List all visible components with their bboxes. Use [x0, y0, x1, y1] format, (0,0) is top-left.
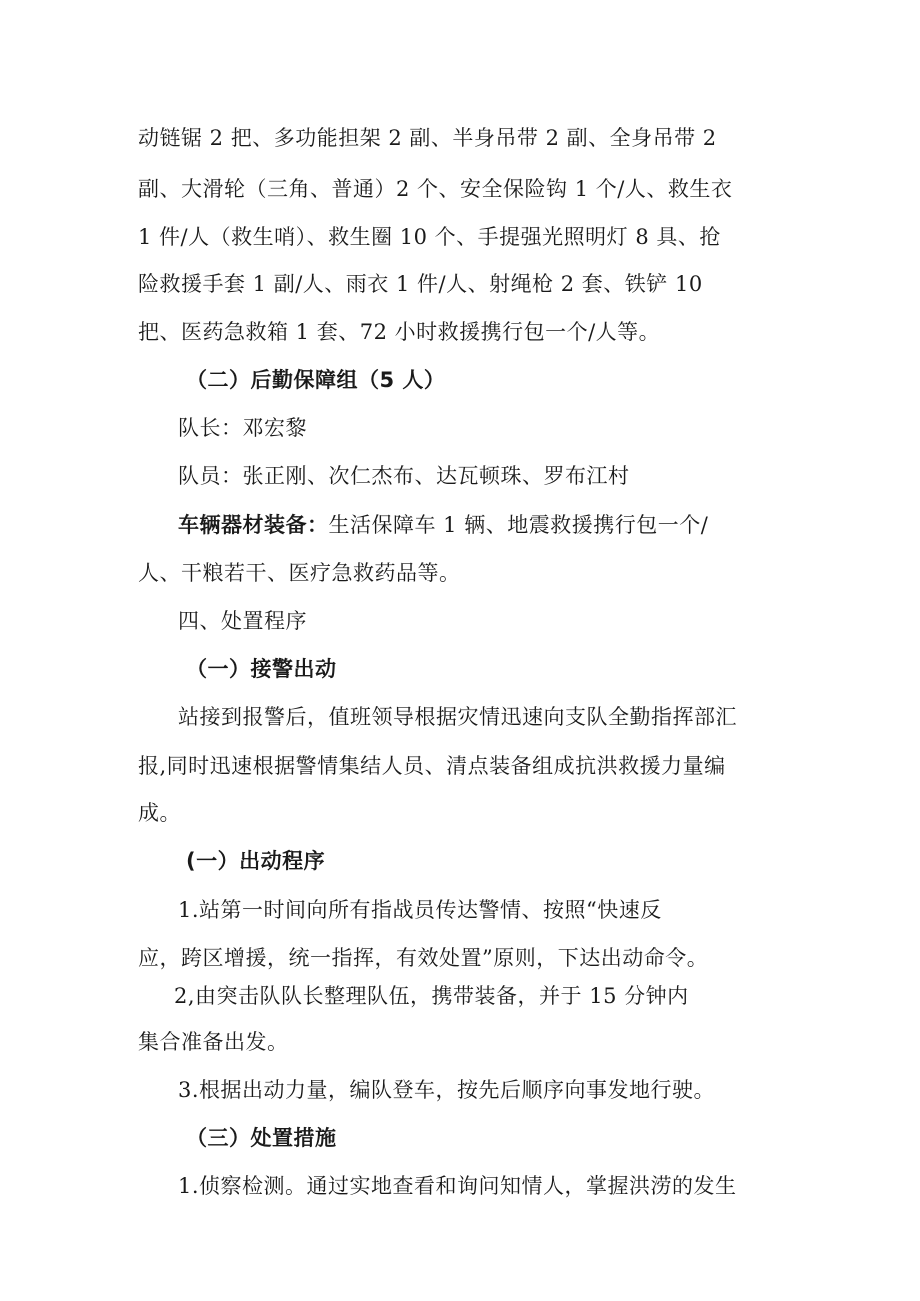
- equipment-line-5: 把、医药急救箱 1 套、72 小时救援携行包一个/人等。: [138, 320, 661, 344]
- dispatch-line-1: 1.站第一时间向所有指战员传达警情、按照“快速反: [178, 898, 662, 922]
- measures-line-1: 1.侦察检测。通过实地查看和询问知情人，掌握洪涝的发生: [178, 1174, 737, 1198]
- captain-line: 队长：邓宏黎: [178, 416, 307, 440]
- vehicle-line-1: [0, 513, 920, 537]
- vehicle-label: 车辆器材装备：: [178, 513, 329, 537]
- alarm-line-2: 报,同时迅速根据警情集结人员、清点装备组成抗洪救援力量编: [138, 754, 726, 778]
- equipment-line-4: 险救援手套 1 副/人、雨衣 1 件/人、射绳枪 2 套、铁铲 10: [138, 272, 703, 296]
- vehicle-line-2: 人、干粮若干、医疗急救药品等。: [138, 561, 461, 585]
- alarm-heading: （一）接警出动: [186, 657, 337, 681]
- measures-heading: （三）处置措施: [186, 1126, 337, 1150]
- dispatch-line-4: 集合准备出发。: [138, 1030, 289, 1054]
- equipment-line-1: 动链锯 2 把、多功能担架 2 副、半身吊带 2 副、全身吊带 2: [138, 126, 717, 150]
- dispatch-line-2: 应，跨区增援，统一指挥，有效处置”原则，下达出动命令。: [138, 946, 709, 970]
- alarm-line-1: 站接到报警后，值班领导根据灾情迅速向支队全勤指挥部汇: [178, 705, 737, 729]
- dispatch-heading: (一）出动程序: [186, 849, 326, 873]
- logistics-heading: （二）后勤保障组（5 人）: [186, 368, 446, 392]
- vehicle-text: 生活保障车 1 辆、地震救援携行包一个/: [328, 513, 709, 537]
- equipment-line-3: 1 件/人（救生哨）、救生圈 10 个、手提强光照明灯 8 具、抢: [138, 225, 721, 249]
- dispatch-line-5: 3.根据出动力量，编队登车，按先后顺序向事发地行驶。: [178, 1078, 716, 1102]
- alarm-line-3: 成。: [138, 801, 181, 825]
- section-four-heading: 四、处置程序: [178, 609, 307, 633]
- equipment-line-2: 副、大滑轮（三角、普通）2 个、安全保险钩 1 个/人、救生衣: [138, 177, 733, 201]
- members-line: 队员：张正刚、次仁杰布、达瓦顿珠、罗布江村: [178, 464, 630, 488]
- dispatch-line-3: 2,由突击队队长整理队伍，携带装备，并于 15 分钟内: [174, 984, 689, 1008]
